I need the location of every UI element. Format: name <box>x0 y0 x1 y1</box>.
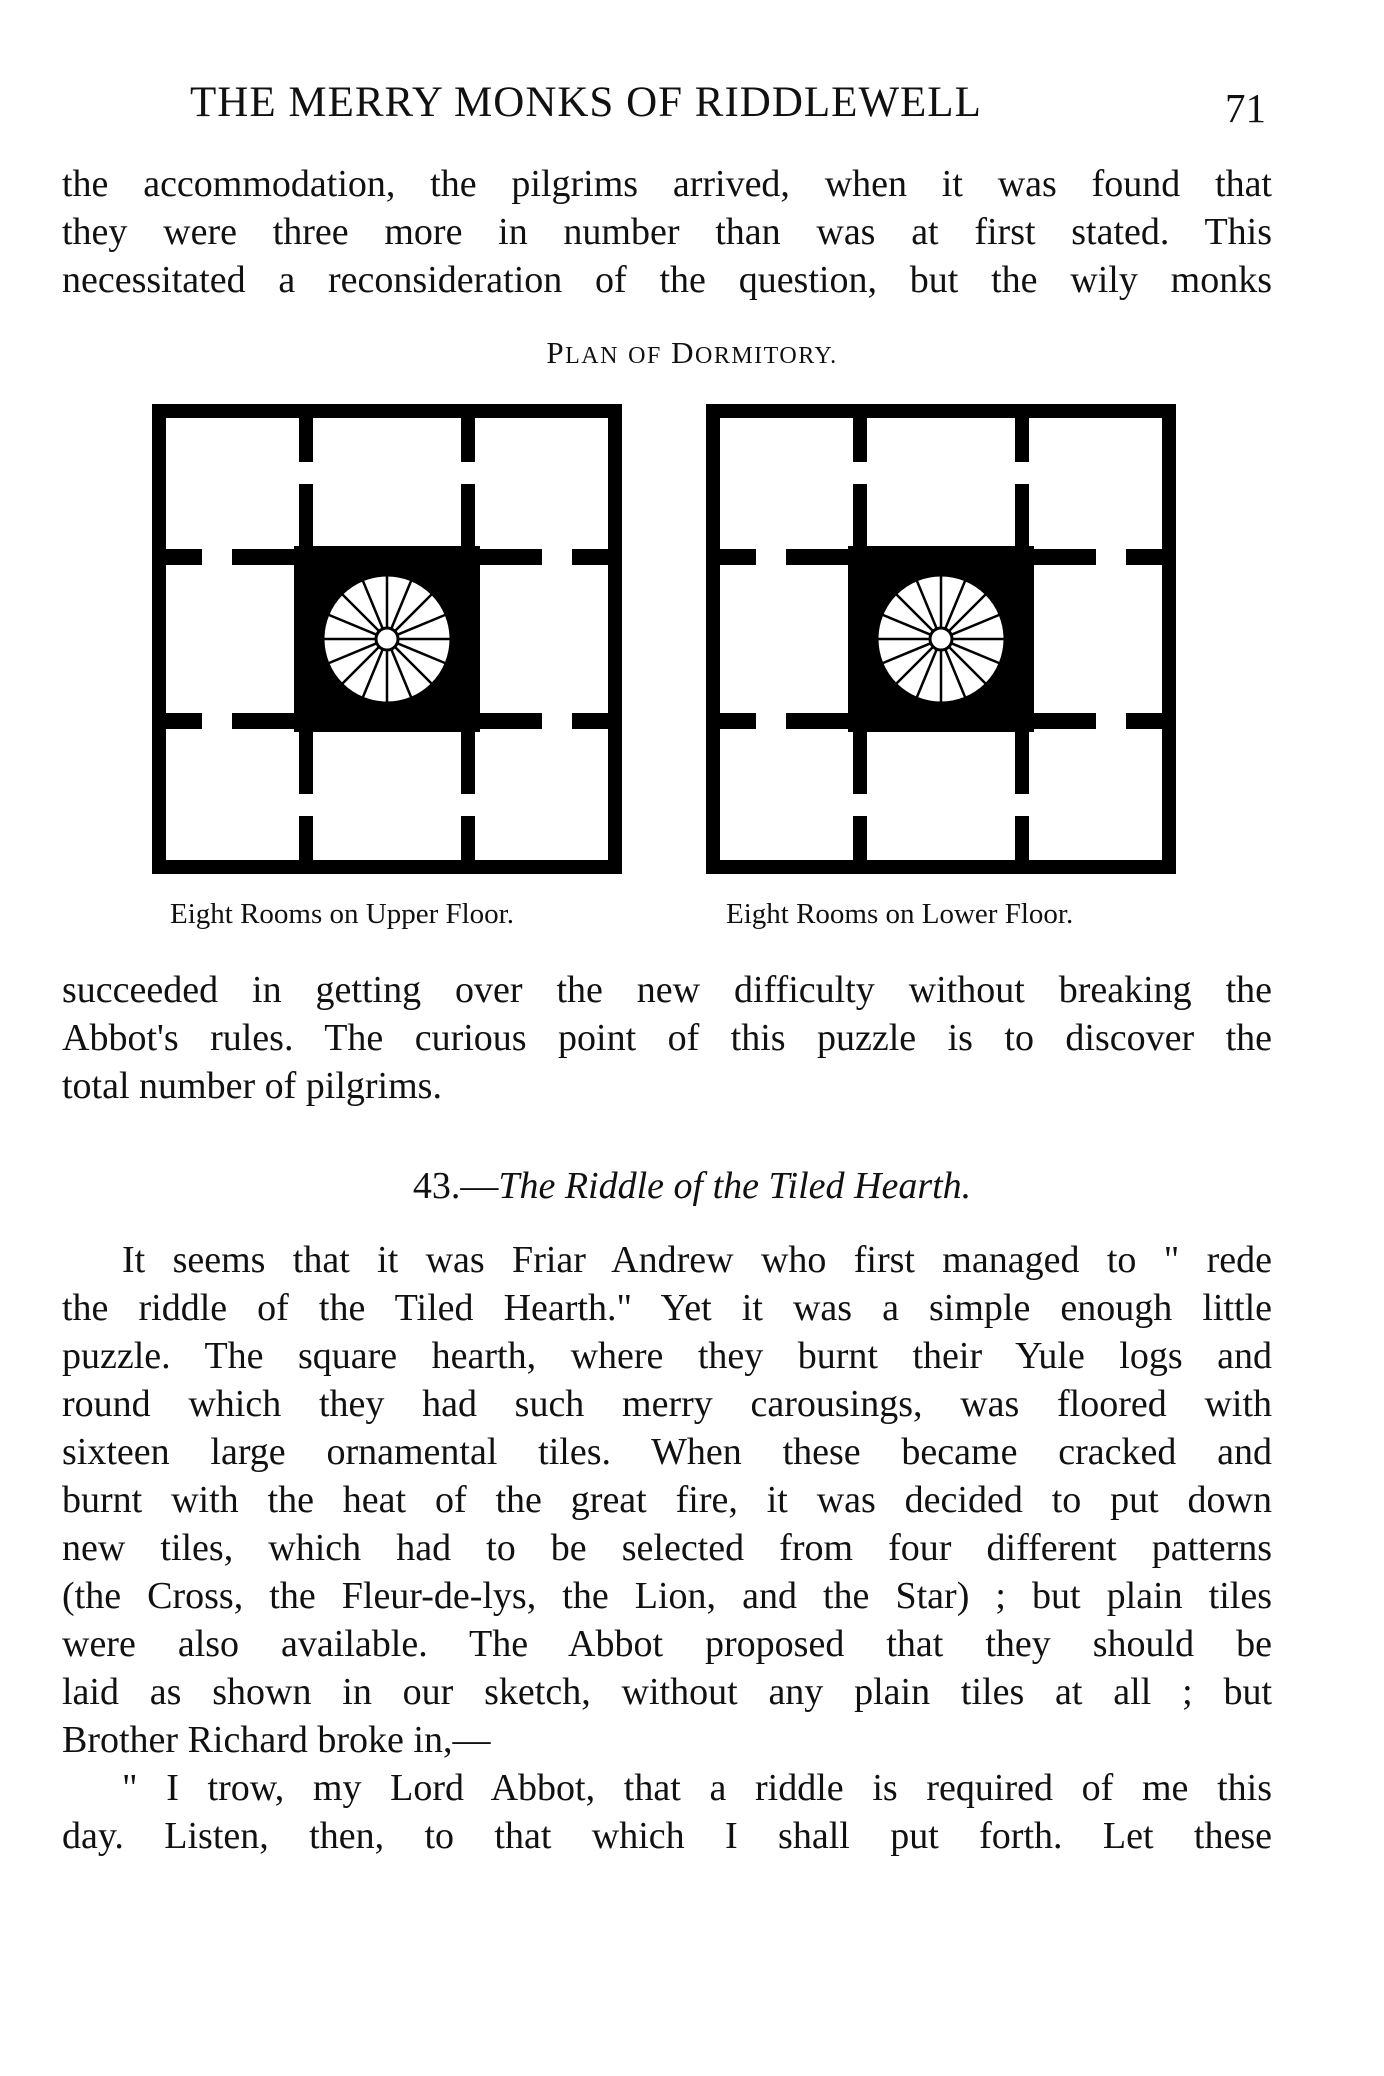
page-number: 71 <box>1225 85 1266 131</box>
wall-stub <box>1015 404 1029 462</box>
text-line: sixteen large ornamental tiles. When these became cracked and <box>62 1431 1272 1473</box>
caption-upper-floor: Eight Rooms on Upper Floor. <box>170 898 514 930</box>
wall-stub <box>152 713 202 729</box>
upper-floor-plan <box>152 404 622 874</box>
text-line: puzzle. The square hearth, where they burnt their Yule logs and <box>62 1335 1272 1377</box>
text-line: new tiles, which had to be selected from four different patterns <box>62 1527 1272 1569</box>
wall-stub <box>299 484 313 546</box>
wall-stub <box>299 732 313 794</box>
wall-stub <box>152 549 202 565</box>
text-line: round which they had such merry carousings, was floored with <box>62 1383 1272 1425</box>
figure-title <box>0 335 1384 371</box>
text-line: " I trow, my Lord Abbot, that a riddle is required of me this <box>122 1767 1272 1809</box>
text-line: Abbot's rules. The curious point of this puzzle is to discover the <box>62 1017 1272 1059</box>
wall-stub <box>853 816 867 874</box>
stair-newel <box>930 628 952 650</box>
wall-stub <box>480 713 542 729</box>
outer-wall-left <box>706 404 720 874</box>
text-line: necessitated a reconsideration of the question, but the wily monks <box>62 259 1272 301</box>
outer-wall-bottom <box>152 860 622 874</box>
wall-stub <box>461 404 475 462</box>
text-line: they were three more in number than was at first stated. This <box>62 211 1272 253</box>
figure-title-word-1: LAN <box>565 343 619 369</box>
section-heading <box>0 1164 1384 1208</box>
outer-wall-right <box>608 404 622 874</box>
running-title: THE MERRY MONKS OF RIDDLEWELL <box>190 79 982 126</box>
figure-title-word-2: ORMITORY. <box>695 343 838 369</box>
text-line: It seems that it was Friar Andrew who first managed to " rede <box>122 1239 1272 1281</box>
lower-floor-plan <box>706 404 1176 874</box>
paragraph-top <box>62 160 1272 304</box>
floor-plan-drawing <box>706 404 1176 874</box>
floor-plan-drawing <box>152 404 622 874</box>
text-line: day. Listen, then, to that which I shall put forth. Let these <box>62 1815 1272 1857</box>
text-line: Brother Richard broke in,— <box>62 1719 491 1761</box>
wall-stub <box>706 713 756 729</box>
text-line: laid as shown in our sketch, without any plain tiles at all ; but <box>62 1671 1272 1713</box>
running-head <box>190 78 1266 138</box>
outer-wall-bottom <box>706 860 1176 874</box>
wall-stub <box>853 732 867 794</box>
outer-wall-right <box>1162 404 1176 874</box>
wall-stub <box>1015 484 1029 546</box>
wall-stub <box>706 549 756 565</box>
outer-wall-left <box>152 404 166 874</box>
wall-stub <box>1126 713 1176 729</box>
caption-lower-floor: Eight Rooms on Lower Floor. <box>726 898 1074 930</box>
wall-stub <box>572 549 622 565</box>
wall-stub <box>461 816 475 874</box>
figure-title-word-of: OF <box>628 343 662 369</box>
text-line: the accommodation, the pilgrims arrived, when it was found that <box>62 163 1272 205</box>
wall-stub <box>299 816 313 874</box>
stair-newel <box>376 628 398 650</box>
text-line: burnt with the heat of the great fire, it was decided to put down <box>62 1479 1272 1521</box>
text-line: the riddle of the Tiled Hearth." Yet it was a simple enough little <box>62 1287 1272 1329</box>
text-line: succeeded in getting over the new difficulty without breaking the <box>62 969 1272 1011</box>
outer-wall-top <box>152 404 622 418</box>
wall-stub <box>232 713 294 729</box>
paragraph-quote <box>62 1764 1272 1860</box>
wall-stub <box>1015 816 1029 874</box>
text-line: total number of pilgrims. <box>62 1065 442 1107</box>
wall-stub <box>786 549 848 565</box>
wall-stub <box>480 549 542 565</box>
outer-wall-top <box>706 404 1176 418</box>
wall-stub <box>1015 732 1029 794</box>
figure-title-initial-2: D <box>671 335 695 370</box>
wall-stub <box>299 404 313 462</box>
paragraph-hearth <box>62 1236 1272 1764</box>
wall-stub <box>1034 713 1096 729</box>
wall-stub <box>461 732 475 794</box>
section-title: The Riddle of the Tiled Hearth. <box>498 1165 972 1207</box>
text-line: (the Cross, the Fleur-de-lys, the Lion, and the Star) ; but plain tiles <box>62 1575 1272 1617</box>
text-line: were also available. The Abbot proposed that they should be <box>62 1623 1272 1665</box>
wall-stub <box>232 549 294 565</box>
figure-title-initial-1: P <box>546 335 566 370</box>
wall-stub <box>1034 549 1096 565</box>
wall-stub <box>572 713 622 729</box>
wall-stub <box>1126 549 1176 565</box>
wall-stub <box>461 484 475 546</box>
paragraph-after-figure <box>62 966 1272 1110</box>
wall-stub <box>853 484 867 546</box>
wall-stub <box>853 404 867 462</box>
section-number: 43.— <box>412 1165 499 1207</box>
wall-stub <box>786 713 848 729</box>
